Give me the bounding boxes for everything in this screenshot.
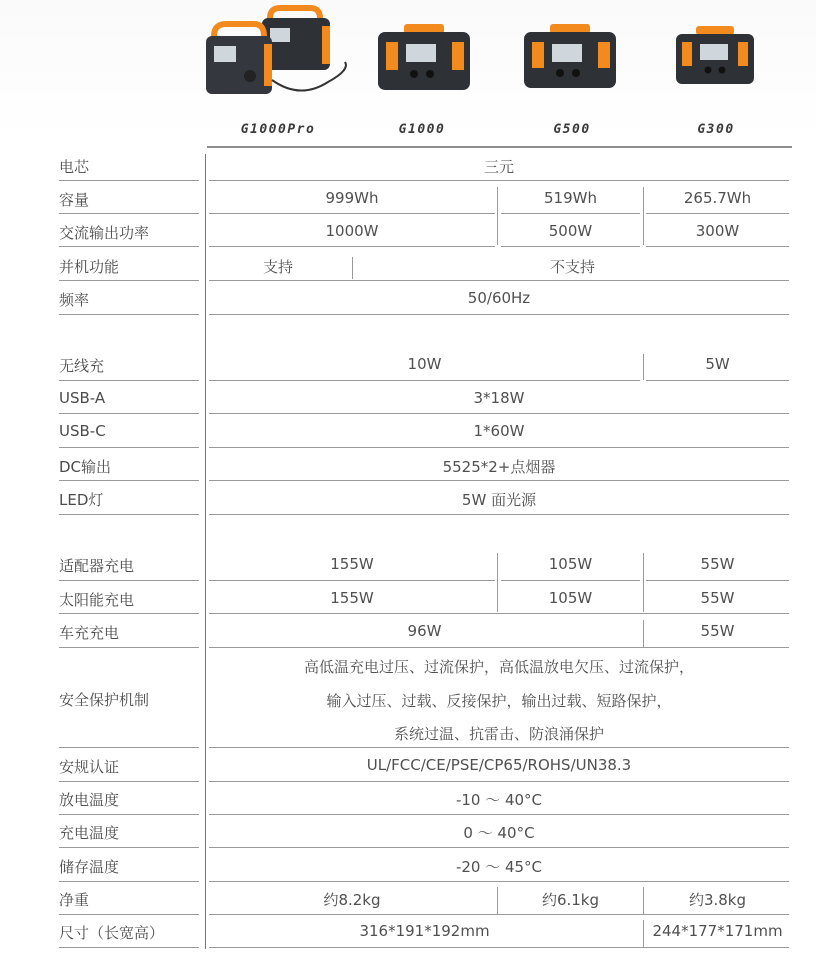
storage-temp-value: -20 ～ 45°C xyxy=(455,858,543,876)
dimensions-value-g300: 244*177*171mm xyxy=(652,922,783,940)
parallel-value-others: 不支持 xyxy=(549,258,595,276)
row-rule xyxy=(59,747,199,748)
row-rule xyxy=(209,747,789,748)
row-rule xyxy=(59,613,199,614)
charge-temp-value: 0 ～ 40°C xyxy=(463,824,535,842)
row-label-frequency: 频率 xyxy=(59,291,90,309)
row-rule xyxy=(209,847,789,848)
dc-output-value: 5525*2+点烟器 xyxy=(442,458,556,476)
row-rule xyxy=(209,881,789,882)
model-name-g1000: G1000 xyxy=(398,122,446,137)
cell-divider xyxy=(643,187,644,245)
row-rule xyxy=(209,647,789,648)
row-rule xyxy=(59,847,199,848)
row-label-cell-chemistry: 电芯 xyxy=(59,158,90,176)
row-rule xyxy=(209,380,640,381)
weight-value-g500: 约6.1kg xyxy=(541,891,600,909)
cell-divider xyxy=(643,553,644,612)
row-label-certification: 安规认证 xyxy=(59,758,120,776)
row-rule xyxy=(59,246,199,247)
power-station-image xyxy=(670,0,760,100)
row-rule xyxy=(209,947,789,948)
row-label-parallel: 并机功能 xyxy=(59,258,120,276)
product-g1000 xyxy=(374,0,474,100)
row-rule xyxy=(209,814,789,815)
dimensions-value-large: 316*191*192mm xyxy=(359,922,490,940)
certification-value: UL/FCC/CE/PSE/CP65/ROHS/UN38.3 xyxy=(366,756,632,774)
row-rule xyxy=(209,280,789,281)
column-divider xyxy=(205,154,206,949)
row-label-ac-output: 交流输出功率 xyxy=(59,224,150,242)
row-rule xyxy=(501,213,640,214)
row-rule xyxy=(59,413,199,414)
row-rule xyxy=(646,246,789,247)
row-rule xyxy=(59,514,199,515)
ac-output-value-g500: 500W xyxy=(548,222,593,240)
safety-line: 系统过温、抗雷击、防浪涌保护 xyxy=(393,725,604,743)
power-station-pair-image xyxy=(200,0,360,115)
weight-value-g300: 约3.8kg xyxy=(688,891,747,909)
row-rule xyxy=(209,413,789,414)
power-station-image xyxy=(520,0,620,100)
capacity-value-g500: 519Wh xyxy=(544,189,597,207)
row-label-safety: 安全保护机制 xyxy=(59,691,150,709)
frequency-value: 50/60Hz xyxy=(467,289,531,307)
row-rule xyxy=(59,314,199,315)
row-label-discharge-temp: 放电温度 xyxy=(59,791,120,809)
capacity-value-g1000: 999Wh xyxy=(325,189,379,207)
product-g300 xyxy=(670,0,760,100)
row-rule xyxy=(59,180,199,181)
wireless-value-large: 10W xyxy=(407,355,442,373)
car-value-large: 96W xyxy=(407,622,442,640)
row-label-car: 车充充电 xyxy=(59,624,120,642)
row-label-charge-temp: 充电温度 xyxy=(59,824,120,842)
model-name-g1000pro: G1000Pro xyxy=(240,122,316,137)
capacity-value-g300: 265.7Wh xyxy=(683,189,752,207)
solar-value-g1000: 155W xyxy=(330,589,374,607)
wireless-value-g300: 5W xyxy=(705,355,730,373)
row-rule xyxy=(209,213,495,214)
row-label-storage-temp: 储存温度 xyxy=(59,858,120,876)
usb-a-value: 3*18W xyxy=(473,389,525,407)
row-label-dimensions: 尺寸（长宽高） xyxy=(59,924,165,942)
header-rule xyxy=(207,146,792,148)
cell-divider xyxy=(497,553,498,612)
row-rule xyxy=(209,447,789,448)
cell-divider xyxy=(643,887,644,914)
adapter-value-g1000: 155W xyxy=(330,555,374,573)
cell-divider xyxy=(643,920,644,947)
row-rule xyxy=(209,914,789,915)
cell-chemistry-value: 三元 xyxy=(483,158,514,176)
row-rule xyxy=(501,580,640,581)
cell-divider xyxy=(352,257,353,279)
ac-output-value-g300: 300W xyxy=(695,222,740,240)
safety-line: 输入过压、过载、反接保护，输出过载、短路保护， xyxy=(326,692,672,710)
row-rule xyxy=(209,514,789,515)
adapter-value-g300: 55W xyxy=(700,555,735,573)
product-g1000pro xyxy=(200,0,360,115)
row-rule xyxy=(59,881,199,882)
ac-output-value-g1000: 1000W xyxy=(325,222,379,240)
row-rule xyxy=(59,914,199,915)
row-rule xyxy=(646,380,789,381)
row-label-dc-output: DC输出 xyxy=(59,458,112,476)
safety-line: 高低温充电过压、过流保护，高低温放电欠压、过流保护， xyxy=(303,658,694,676)
discharge-temp-value: -10 ～ 40°C xyxy=(455,791,543,809)
row-rule xyxy=(209,180,789,181)
row-rule xyxy=(59,647,199,648)
row-rule xyxy=(209,580,495,581)
row-rule xyxy=(59,947,199,948)
row-rule xyxy=(59,213,199,214)
row-rule xyxy=(59,447,199,448)
row-rule xyxy=(646,580,789,581)
row-label-adapter: 适配器充电 xyxy=(59,557,135,575)
row-rule xyxy=(209,613,789,614)
row-rule xyxy=(646,213,789,214)
cell-divider xyxy=(643,620,644,647)
row-rule xyxy=(59,781,199,782)
parallel-value-g1000pro: 支持 xyxy=(262,258,293,276)
row-label-wireless: 无线充 xyxy=(59,357,105,375)
row-label-solar: 太阳能充电 xyxy=(59,591,135,609)
row-rule xyxy=(209,314,789,315)
car-value-g300: 55W xyxy=(700,622,735,640)
led-value: 5W 面光源 xyxy=(461,491,537,509)
row-label-usb-c: USB-C xyxy=(59,422,106,440)
row-label-usb-a: USB-A xyxy=(59,389,106,407)
row-rule xyxy=(59,580,199,581)
usb-c-value: 1*60W xyxy=(473,422,525,440)
row-label-led: LED灯 xyxy=(59,491,104,509)
row-rule xyxy=(209,246,495,247)
row-rule xyxy=(209,781,789,782)
row-label-weight: 净重 xyxy=(59,891,90,909)
row-rule xyxy=(501,246,640,247)
weight-value-g1000: 约8.2kg xyxy=(323,891,381,909)
power-station-image xyxy=(374,0,474,100)
solar-value-g300: 55W xyxy=(700,589,735,607)
cell-divider xyxy=(497,187,498,245)
row-rule xyxy=(59,814,199,815)
adapter-value-g500: 105W xyxy=(548,555,593,573)
row-rule xyxy=(209,480,789,481)
product-g500 xyxy=(520,0,620,100)
solar-value-g500: 105W xyxy=(548,589,593,607)
model-name-g500: G500 xyxy=(553,122,591,137)
row-label-capacity: 容量 xyxy=(59,191,90,209)
cell-divider xyxy=(497,887,498,914)
row-rule xyxy=(59,280,199,281)
cell-divider xyxy=(643,354,644,380)
row-rule xyxy=(59,480,199,481)
model-name-g300: G300 xyxy=(697,122,735,137)
row-rule xyxy=(59,380,199,381)
